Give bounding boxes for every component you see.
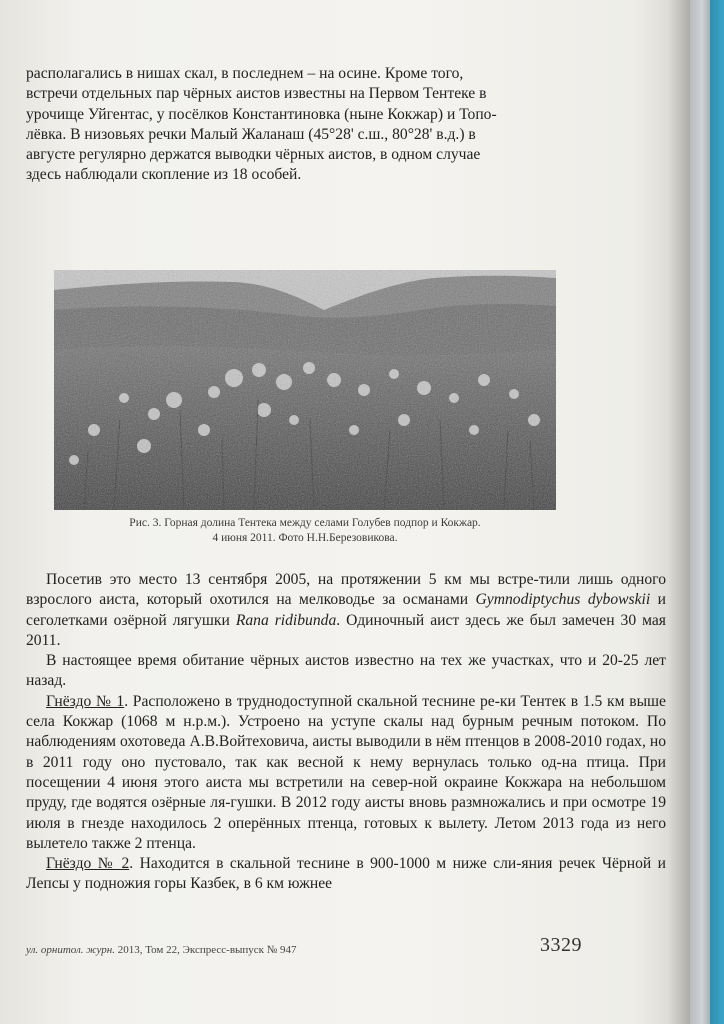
- cover-edge: [710, 0, 724, 1024]
- species-name: Rana ridibunda: [235, 611, 337, 629]
- nest-1-heading: Гнёздо № 1: [46, 692, 125, 710]
- gutter-shadow: [668, 0, 690, 1024]
- caption-line: Рис. 3. Горная долина Тентека между селами Голубев подпор и Кокжар.: [129, 517, 481, 529]
- journal-issue: 2013, Том 22, Экспресс-выпуск № 947: [114, 944, 297, 956]
- valley-photo: [54, 270, 556, 510]
- species-name: Gymnodiptychus dybowskii: [475, 591, 651, 609]
- caption-line: 4 июня 2011. Фото Н.Н.Березовикова.: [212, 532, 398, 544]
- text-run: и сеголетками озёрной лягушки: [26, 591, 666, 629]
- valley-photo-drawing: [54, 270, 556, 510]
- text-line: урочище Уйгентас, у посёлков Константиновка (ныне Кокжар) и Топо-: [26, 105, 497, 123]
- text-line: располагались в нишах скал, в последнем – на осине. Кроме того,: [26, 65, 464, 82]
- paragraph: [26, 570, 666, 651]
- text-line: встречи отдельных пар чёрных аистов известны на Первом Тентеке в: [26, 85, 487, 103]
- nest-2-heading: Гнёздо № 2: [46, 855, 130, 873]
- text-run: . Одиночный аист здесь же был замечен 30 мая 2011.: [26, 611, 666, 649]
- text-line: лёвка. В низовьях речки Малый Жаланаш (45°28' с.ш., 80°28' в.д.) в: [26, 125, 476, 143]
- journal-name: ул. орнитол. журн.: [26, 944, 115, 956]
- figure-caption: [54, 516, 556, 546]
- paragraph: В настоящее время обитание чёрных аистов известно на тех же участках, что и 20-25 лет назад.: [26, 652, 666, 690]
- text-run: Посетив это место 13 сентября 2005, на протяжении 5 км мы встре-тили лишь одного взрослого аиста, который охотился на мелководье за османами: [26, 571, 666, 609]
- page-edge: [690, 0, 710, 1024]
- main-text: [26, 570, 666, 895]
- text-line: августе регулярно держатся выводки чёрных аистов, в одном случае: [26, 146, 481, 164]
- text-line: здесь наблюдали скопление из 18 особей.: [26, 166, 302, 184]
- text-run: . Находится в скальной теснине в 900-1000 м ниже сли-яния речек Чёрной и Лепсы у подножия горы Казбек, в 6 км южнее: [26, 855, 666, 893]
- text-run: . Расположено в труднодоступной скальной теснине ре-ки Тентек в 1.5 км выше села Кокжар (1068 м н.р.м.). Устроено на уступе скалы над бурным речным потоком. По наблюдениям охотоведа А.В.Войтеховича, аисты выводили в нём птенцов в 2008-2010 годах, но в 2011 году оно пустовало, так как весной к нему вернулась только од-на птица. При посещении 4 июня этого аиста мы встретили на север-ной окраине Кокжара на небольшом пруду, где водятся озёрные ля-гушки. В 2012 году аисты вновь размножались и при осмотре 19 июля в гнезде находилось 2 оперённых птенца, готовых к вылету. Летом 2013 года из него вылетело также 2 птенца.: [26, 692, 666, 852]
- paragraph-nest-1: [26, 692, 666, 854]
- paragraph-nest-2: [26, 854, 666, 895]
- top-paragraph: [26, 64, 666, 186]
- page-number: 3329: [540, 934, 582, 956]
- journal-footer: [26, 944, 297, 956]
